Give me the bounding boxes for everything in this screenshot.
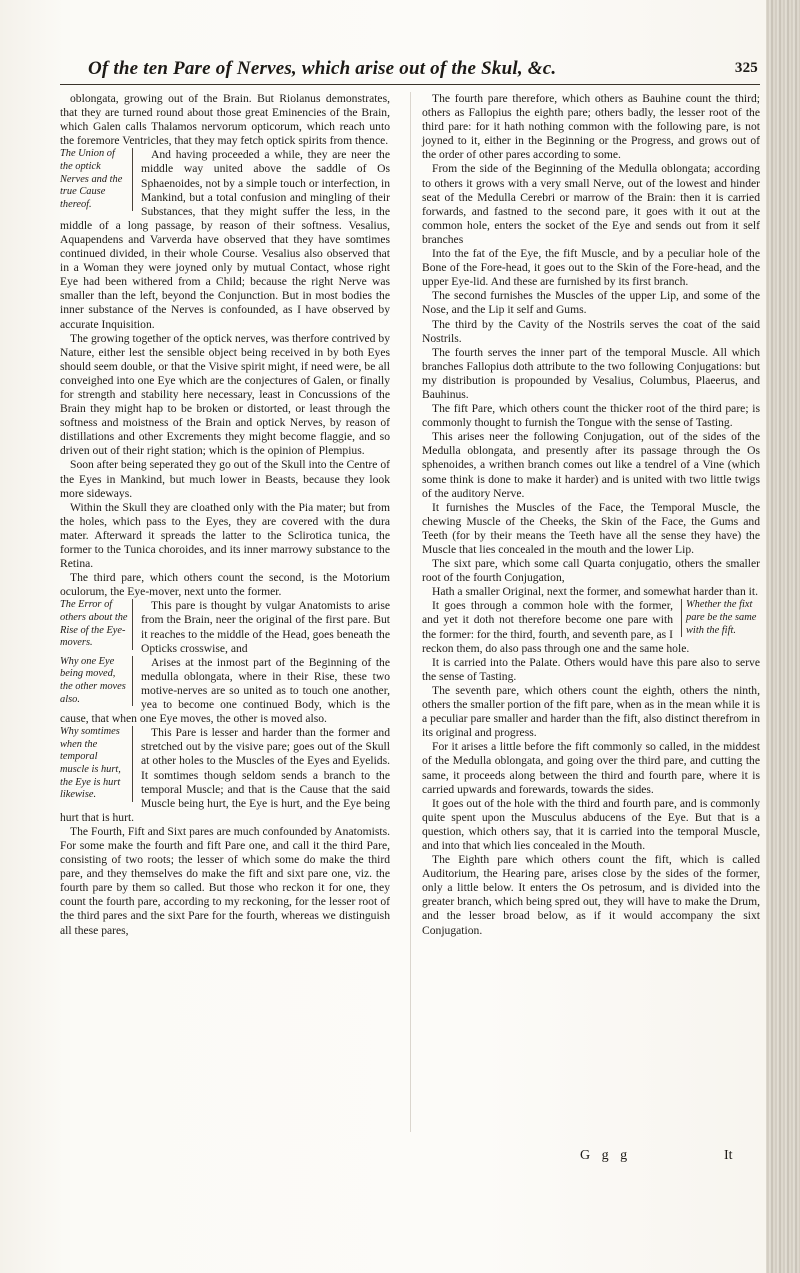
paragraph: The growing together of the optick nerves, was therfore contrived by Nature, either lest the sensible object being received in by both Eyes should seem double, or that the Visive spirit might, if need were, be all conveighed into one Eye which are the conjectures of Galen, or finally for strength and stability here necessary, least in Concussions of the Brain they might hap to be broken or distorted, or least through the softness and moistness of the Brain and optick Nerves, by reason of distillations and other Excrements they might become flaggie, and so driven out of their right station; which is the opinion of Plempius.: [60, 331, 390, 458]
page-binding-edge: [766, 0, 800, 1273]
paragraph: Hath a smaller Original, next the former, and somewhat harder than it.: [432, 585, 758, 599]
paragraph: This Pare is lesser and harder than the former and stretched out by the visive pare; goes out of the Skull at other holes to the Muscles of the Eyes and Eyelids. It somtimes though seldom sends a branch to the temporal Muscle; and that is the Cause that the said Muscle being hurt, the Eye is hurt, and the Eye being hurt that is hurt.: [60, 726, 390, 824]
paragraph: The Eighth pare which others count the fift, which is called Auditorium, the Hearing pare, arises close by the sides of the former, only a little below. It enters the Os petrosum, and is divided into the greater branch, which being spred out, they will have to make the Drum, and the lesser broad below, as if it would accompany the sixt Conjugation.: [422, 853, 760, 937]
paragraph: This pare is thought by vulgar Anatomists to arise from the Brain, neer the original of the first pare. But it reaches to the middle of the Head, goes beneath the Opticks crosswise, and: [141, 599, 390, 655]
running-header: [60, 58, 760, 82]
margin-note: Whether the fixt pare be the same with the fift.: [681, 599, 760, 637]
paragraph: It furnishes the Muscles of the Face, the Temporal Muscle, the chewing Muscle of the Cheeks, the Skin of the Face, the Gums and Teeth (for by their means the Teeth have all the sense they have) the Muscle that lies concealed in the mouth and the lower Lip.: [422, 500, 760, 556]
catchword: It: [724, 1148, 733, 1163]
margin-note: Why somtimes when the temporal muscle is hurt, the Eye is hurt likewise.: [60, 726, 133, 802]
paragraph: This arises neer the following Conjugation, out of the sides of the Medulla oblongata, and presently after its passage through the Os sphenoides, a writhen branch comes out like a tendrel of a Vine (which some think is done to make it harder) and is united with two little twigs of the auditory Nerve.: [422, 430, 760, 500]
paragraph: The fift Pare, which others count the thicker root of the third pare; is commonly thought to furnish the Tongue with the sense of Tasting.: [422, 402, 760, 430]
paragraph: The third pare, which others count the second, is the Motorium oculorum, the Eye-mover, next unto the former.: [60, 571, 390, 599]
paragraph: The fourth pare therefore, which others as Bauhine count the third; others as Fallopius the eighth pare; others badly, the lesser root of the third pare: for it hath nothing common with the following pare, is not joyned to it, either in the Beginning or the Progress, and grows out of the order of other pares according to some.: [422, 92, 760, 162]
right-column: [422, 92, 760, 938]
paragraph: The sixt pare, which some call Quarta conjugatio, others the smaller root of the fourth Conjugation,: [422, 557, 760, 585]
header-rule: [60, 84, 760, 85]
paragraph: It goes through a common hole with the former, and yet it doth not therefore become one pare with the former: for the third, fourth, and seventh pare, as I reckon them, do also pass through one and the same hole.: [422, 599, 690, 655]
paragraph: Soon after being seperated they go out of the Skull into the Centre of the Eyes in Mankind, but much lower in Beasts, because they look more sideways.: [60, 458, 390, 500]
paragraph: oblongata, growing out of the Brain. But Riolanus demonstrates, that they are turned round about those great Eminencies of the Brain, which Galen calls Thalamos nervorum opticorum, which reach unto the foremore Ventricles, that they may fetch optick spirits from thence.: [60, 92, 390, 148]
paragraph: The seventh pare, which others count the eighth, others the ninth, others the smaller portion of the fift pare, when as in the mean while it is a peculiar pare smaller and harder than the fift, also distinct therefrom in its original and progress.: [422, 683, 760, 740]
margin-note: Why one Eye being moved, the other moves also.: [60, 656, 133, 706]
paragraph: It goes out of the hole with the third and fourth pare, and is commonly quite spent upon the Musculus abducens of the Eye. But that is a question, which others say, that it is carried into the temporal Muscle, and into that which lies concealed in the Mouth.: [422, 796, 760, 852]
margin-note: The Error of others about the Rise of the Eye-movers.: [60, 599, 133, 649]
paragraph: Arises at the inmost part of the Beginning of the medulla oblongata, where in their Rise, these two motive-nerves are so united as to touch one another, yea to become one continued Body, which is the cause, that when one Eye moves, the other is moved also.: [60, 655, 390, 726]
page-number: 325: [734, 60, 758, 76]
paragraph: Into the fat of the Eye, the fift Muscle, and by a peculiar hole of the Bone of the Fore-head, it goes out to the Skin of the Fore-head, and the upper Eye-lid. And these are furnished by its first branch.: [422, 247, 760, 289]
paragraph: The third by the Cavity of the Nostrils serves the coat of the said Nostrils.: [422, 317, 760, 345]
signature-mark: G g g: [580, 1148, 632, 1163]
paragraph: From the side of the Beginning of the Medulla oblongata; according to others it grows with a very small Nerve, out of the lowest and hinder seat of the Medulla Cerebri or marrow of the Brain: then it is carried forwards, and fastned to the second pare, it goes with it out at the common hole, enters the socket of the Eye and sends out from it self branches: [422, 162, 760, 246]
paragraph: The second furnishes the Muscles of the upper Lip, and some of the Nose, and the Lip it self and Gums.: [422, 289, 760, 317]
margin-note: The Union of the optick Nerves and the true Cause thereof.: [60, 148, 133, 211]
paragraph: The fourth serves the inner part of the temporal Muscle. All which branches Fallopius doth attribute to the two following Conjugations: but my distribution is propounded by Vesalius, Columbus, Plaeerus, and Bauhinus.: [422, 345, 760, 401]
column-divider: [410, 92, 411, 1132]
paragraph: And having proceeded a while, they are neer the middle way united above the saddle of Os Sphaenoides, not by a simple touch or interfection, in Mankind, but a total confusion and mingling of their Substances, that they might suffer the less, in the middle of a long passage, by reason of their softness. Vesalius, Aquapendens and Varverda have observed that they have somtimes continued divided, in their whole Course. Vesalius also observed that in a Woman they were joyned only by mutual Contact, whose right Eye had been withered from a Child; because the right Nerve was smaller than the left, beyond the Conjunction. But in most bodies the inner substance of the Nerves is confounded, as I have observed by accurate Inquisition.: [60, 148, 390, 331]
paragraph: The Fourth, Fift and Sixt pares are much confounded by Anatomists. For some make the fourth and fift Pare one, and call it the third Pare, consisting of two roots; the lesser of which some do make the third pare, and they themselves do make the fift and sixt pare one, viz. the fourth pare by them so called. But those who reckon it for one, they count the fourth pare, according to my reckoning, for the lesser root of the third pares and the sixt Pare for the fourth, whereas we distinguish all these pares,: [60, 824, 390, 937]
paragraph: Within the Skull they are cloathed only with the Pia mater; but from the holes, which pass to the Eyes, they are covered with the dura mater. Afterward it spreads the latter to the Sclirotica tunica, the former to the Tunica choroides, and its inner marrowy substance to the Retina.: [60, 500, 390, 571]
paragraph: It is carried into the Palate. Others would have this pare also to serve the sense of Tasting.: [422, 655, 760, 683]
paragraph: For it arises a little before the fift commonly so called, in the middest of the Medulla oblongata, and going over the third pare, and cutting the same, it proceeds along between the third and fourth pare, where it is carried upwards and forewards, towards the sides.: [422, 740, 760, 796]
running-title: Of the ten Pare of Nerves, which arise out of the Skul, &c.: [88, 58, 557, 79]
left-column: [60, 92, 390, 938]
